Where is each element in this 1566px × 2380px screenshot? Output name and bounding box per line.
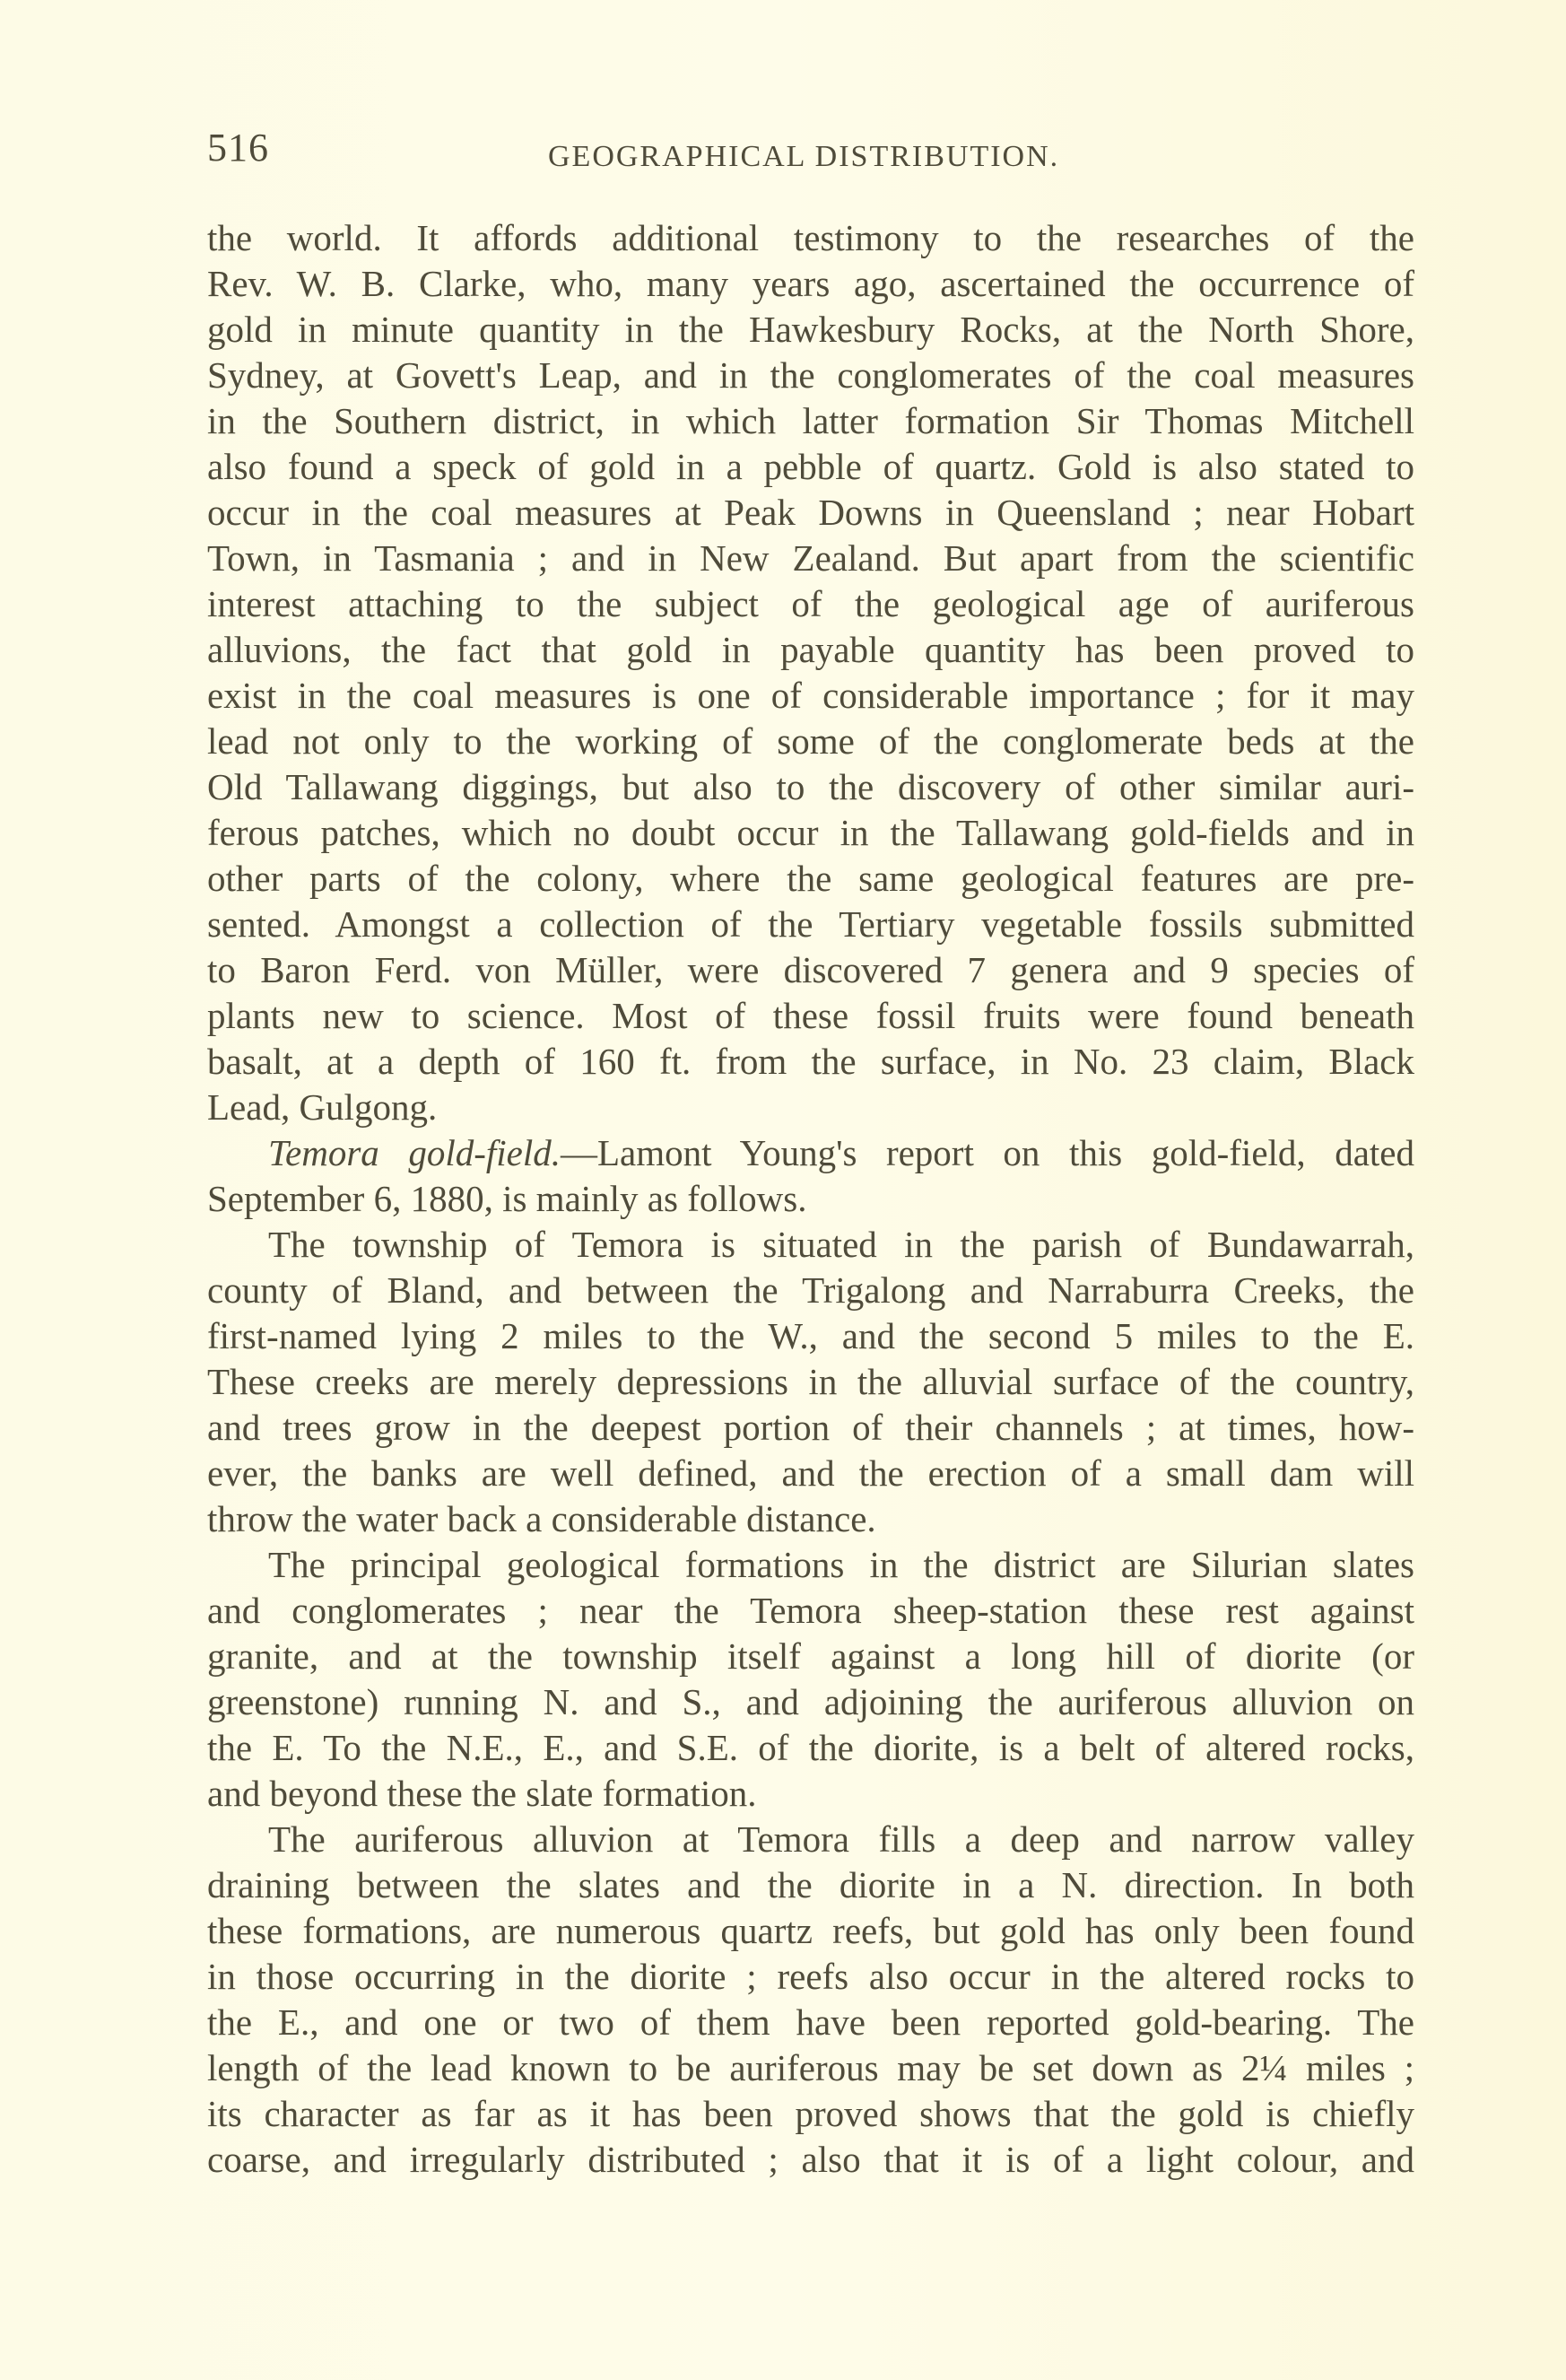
text-line: Rev. W. B. Clarke, who, many years ago, ascertained the occurrence of xyxy=(207,263,1414,304)
text-line: ferous patches, which no doubt occur in the Tallawang gold-fields and in xyxy=(207,812,1414,853)
text-line: Lead, Gulgong. xyxy=(207,1086,438,1128)
text-line: alluvions, the fact that gold in payable quantity has been proved to xyxy=(207,629,1414,670)
text-line: granite, and at the township itself against a long hill of diorite (or xyxy=(207,1635,1414,1677)
text-line: in those occurring in the diorite ; reefs also occur in the altered rocks to xyxy=(207,1956,1414,1997)
text-line: Old Tallawang diggings, but also to the discovery of other similar auri- xyxy=(207,766,1414,807)
running-title: GEOGRAPHICAL DISTRIBUTION. xyxy=(548,140,1060,173)
text-line: basalt, at a depth of 160 ft. from the surface, in No. 23 claim, Black xyxy=(207,1041,1414,1082)
text-line: greenstone) running N. and S., and adjoining the auriferous alluvion on xyxy=(207,1681,1414,1722)
text-line: sented. Amongst a collection of the Tertiary vegetable fossils submitted xyxy=(207,903,1414,945)
text-line: length of the lead known to be auriferous may be set down as 2¼ miles ; xyxy=(207,2047,1414,2088)
text-line: interest attaching to the subject of the geological age of auriferous xyxy=(207,583,1414,624)
text-line: the world. It affords additional testimony to the researches of the xyxy=(207,217,1414,258)
text-line: Town, in Tasmania ; and in New Zealand. But apart from the scientific xyxy=(207,537,1414,579)
text-line: The auriferous alluvion at Temora fills a deep and narrow valley xyxy=(268,1818,1414,1860)
section-heading-line xyxy=(207,1130,1414,1176)
text-line: the E., and one or two of them have been reported gold-bearing. The xyxy=(207,2001,1414,2043)
text-line: September 6, 1880, is mainly as follows. xyxy=(207,1178,807,1219)
text-line: and trees grow in the deepest portion of their channels ; at times, how- xyxy=(207,1407,1414,1448)
text-line: The township of Temora is situated in the parish of Bundawarrah, xyxy=(268,1224,1414,1265)
text-line: throw the water back a considerable distance. xyxy=(207,1498,876,1539)
text-line: its character as far as it has been proved shows that the gold is chiefly xyxy=(207,2093,1414,2134)
text-line: Sydney, at Govett's Leap, and in the conglomerates of the coal measures xyxy=(207,354,1414,396)
section-heading-italic: Temora gold-field. xyxy=(268,1132,561,1173)
text-line: other parts of the colony, where the same geological features are pre- xyxy=(207,858,1414,899)
text-line: plants new to science. Most of these fossil fruits were found beneath xyxy=(207,995,1414,1036)
text-line: and beyond these the slate formation. xyxy=(207,1773,757,1814)
text-line: lead not only to the working of some of the conglomerate beds at the xyxy=(207,720,1414,762)
text-line: to Baron Ferd. von Müller, were discovered 7 genera and 9 species of xyxy=(207,949,1414,990)
text-line: occur in the coal measures at Peak Downs in Queensland ; near Hobart xyxy=(207,492,1414,533)
text-line: gold in minute quantity in the Hawkesbury Rocks, at the North Shore, xyxy=(207,309,1414,350)
text-line: ever, the banks are well defined, and the erection of a small dam will xyxy=(207,1452,1414,1494)
text-line: in the Southern district, in which latter formation Sir Thomas Mitchell xyxy=(207,400,1414,441)
text-line: The principal geological formations in the district are Silurian slates xyxy=(268,1544,1414,1585)
body-text xyxy=(207,215,1414,2183)
text-line: these formations, are numerous quartz reefs, but gold has only been found xyxy=(207,1910,1414,1951)
text-line: These creeks are merely depressions in the alluvial surface of the country, xyxy=(207,1361,1414,1402)
text-line: draining between the slates and the diorite in a N. direction. In both xyxy=(207,1864,1414,1905)
section-heading-rest: —Lamont Young's report on this gold-field, dated xyxy=(561,1132,1414,1173)
text-line: and conglomerates ; near the Temora sheep-station these rest against xyxy=(207,1590,1414,1631)
page-number: 516 xyxy=(207,126,269,170)
text-line: coarse, and irregularly distributed ; also that it is of a light colour, and xyxy=(207,2139,1414,2180)
text-line: the E. To the N.E., E., and S.E. of the diorite, is a belt of altered rocks, xyxy=(207,1727,1414,1768)
text-line: also found a speck of gold in a pebble of quartz. Gold is also stated to xyxy=(207,446,1414,487)
text-line: county of Bland, and between the Trigalong and Narraburra Creeks, the xyxy=(207,1269,1414,1311)
text-line: exist in the coal measures is one of considerable importance ; for it may xyxy=(207,675,1414,716)
text-line: first-named lying 2 miles to the W., and the second 5 miles to the E. xyxy=(207,1315,1414,1356)
